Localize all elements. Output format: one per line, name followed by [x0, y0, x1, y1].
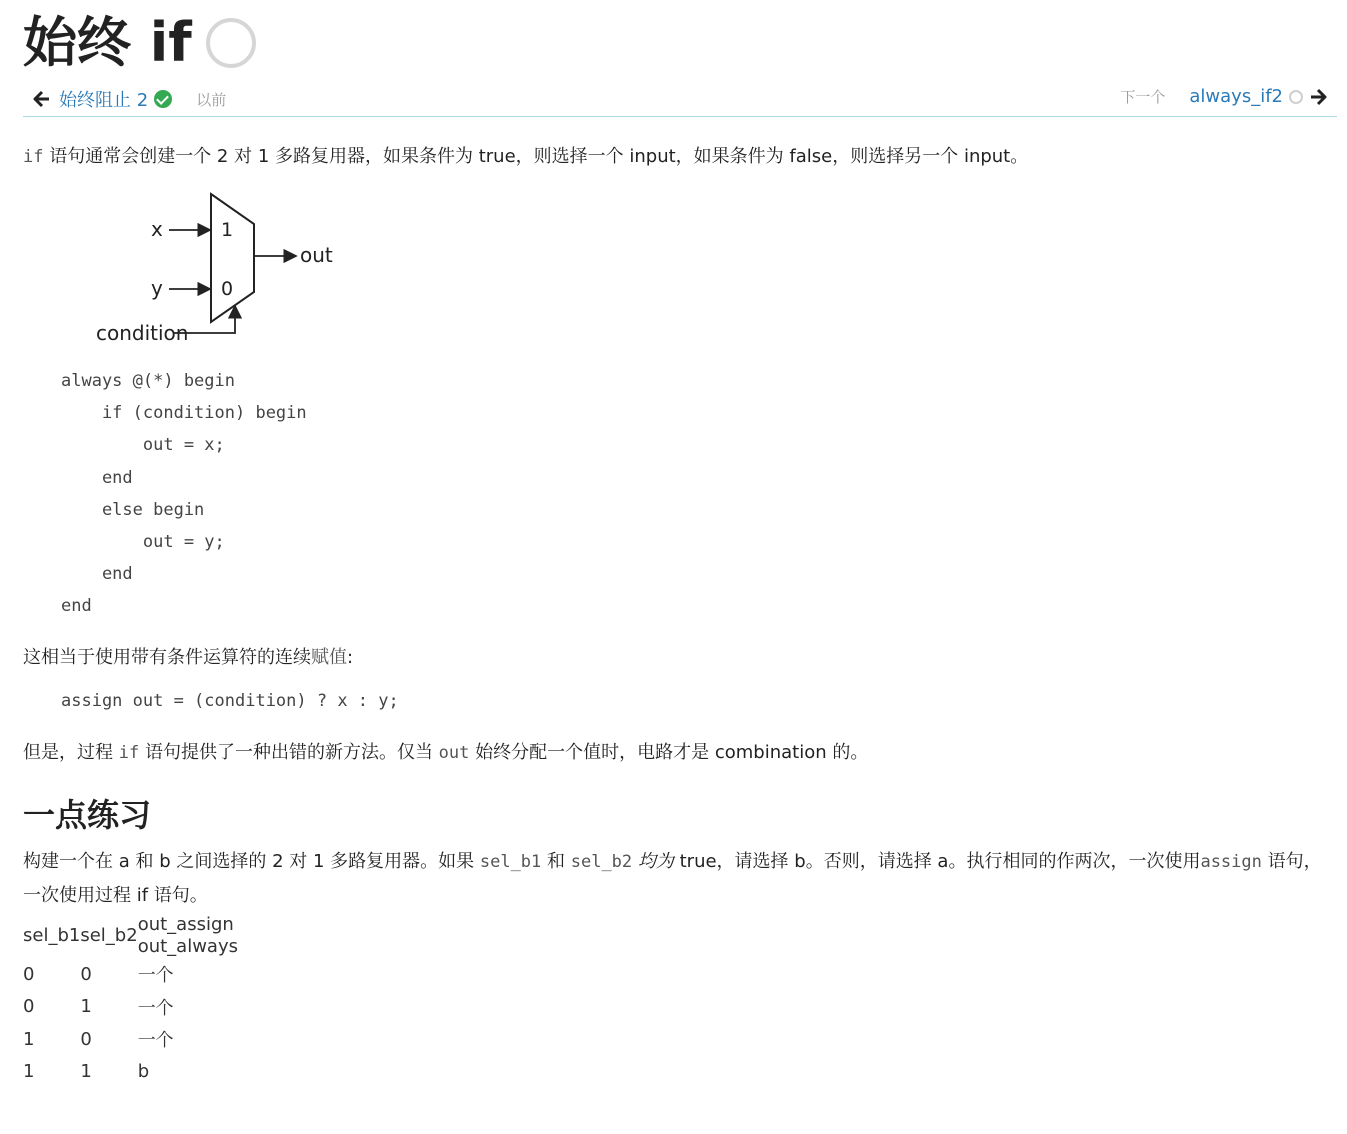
code-line: if (condition) begin: [61, 403, 307, 424]
incomplete-circle-icon: [1289, 90, 1303, 104]
col-header-outputs: [138, 914, 238, 958]
p2-text: 这相当于使用带有条件运算符的连续: [23, 647, 311, 668]
next-problem-link[interactable]: always_if2: [1189, 86, 1283, 107]
col-header-out-assign: out_assign: [137, 914, 234, 935]
table-cell: 0: [23, 996, 35, 1018]
mux-diagram: [63, 188, 363, 348]
nav-prev: [33, 86, 226, 112]
exercise-text: 和: [541, 851, 571, 872]
table-cell: 一个: [137, 965, 174, 987]
table-cell: 1: [23, 1028, 35, 1050]
table-cell: 1: [80, 996, 92, 1018]
problem-nav: [23, 84, 1337, 117]
col-header-out-always: out_always: [137, 936, 238, 957]
p3-text: 但是，过程: [23, 742, 119, 763]
p2-term: 赋值: [311, 647, 347, 668]
section-heading: 一点练习: [23, 796, 152, 834]
code-line: out = x;: [61, 435, 225, 456]
inline-code: sel_b1: [479, 852, 542, 872]
table-cell: 0: [80, 963, 92, 985]
warning-paragraph: [23, 736, 868, 770]
truth-table: [23, 914, 238, 1088]
table-cell: 0: [80, 1028, 92, 1050]
mux-body: [211, 194, 254, 322]
col-header-sel-b1: sel_b1: [23, 925, 81, 946]
code-line: end: [61, 467, 133, 488]
prev-problem-link[interactable]: 始终阻止 2: [59, 90, 149, 111]
table-cell: 一个: [137, 997, 174, 1019]
diagram-input-x: x: [151, 217, 163, 241]
intro-paragraph: [23, 140, 1028, 174]
inline-code: out: [438, 743, 470, 763]
nav-next: [1120, 86, 1327, 107]
page-title: 始终 if: [23, 11, 192, 74]
table-cell: 0: [23, 963, 35, 985]
p3-text: 语句提供了一种出错的新方法。仅当: [139, 742, 439, 763]
title-row: [23, 8, 256, 78]
code-line: end: [61, 596, 92, 617]
code-block-assign: assign out = (condition) ? x : y;: [61, 691, 399, 711]
inline-code: sel_b2: [570, 852, 633, 872]
table-row: [23, 1056, 238, 1089]
diagram-input-y: y: [151, 276, 163, 300]
col-header-sel-b2: sel_b2: [80, 925, 138, 946]
diagram-condition: condition: [96, 321, 189, 345]
intro-text: 语句通常会创建一个 2 对 1 多路复用器，如果条件为 true，则选择一个 input，如果条件为 false，则选择另一个 input。: [43, 146, 1029, 167]
emphasis-text: 均为: [637, 851, 674, 872]
arrow-right-icon[interactable]: [1309, 88, 1327, 106]
p2-colon: :: [347, 647, 354, 668]
table-header-row: [23, 914, 238, 958]
code-line: else begin: [61, 499, 205, 520]
inline-code: assign: [1200, 852, 1262, 872]
inline-code: if: [118, 743, 140, 763]
completed-check-icon: [154, 90, 172, 108]
code-line: always @(*) begin: [61, 371, 235, 391]
diagram-output: out: [300, 243, 333, 267]
code-line: out = y;: [61, 532, 225, 553]
table-cell: b: [137, 1061, 150, 1083]
table-cell: 1: [23, 1061, 35, 1083]
table-row: [23, 991, 238, 1024]
table-row: [23, 958, 238, 991]
prev-meta-label: 以前: [196, 90, 227, 109]
table-cell: 1: [80, 1061, 92, 1083]
p3-text: 始终分配一个值时，电路才是 combination 的。: [469, 742, 869, 763]
code-block-always: [61, 365, 307, 623]
code-line: end: [61, 564, 133, 585]
incomplete-status-icon: [206, 18, 256, 68]
diagram-port-0: 0: [221, 278, 234, 300]
next-meta-label: 下一个: [1120, 88, 1166, 106]
exercise-text: true，请选择 b。否则，请选择 a。执行相同的作两次，一次使用: [673, 851, 1201, 872]
table-row: [23, 1023, 238, 1056]
arrow-left-icon[interactable]: [33, 90, 51, 108]
equivalence-paragraph: [23, 641, 353, 675]
table-cell: 一个: [137, 1030, 174, 1052]
exercise-paragraph: [23, 845, 1337, 912]
inline-code: if: [23, 147, 44, 167]
exercise-text: 构建一个在 a 和 b 之间选择的 2 对 1 多路复用器。如果: [23, 851, 480, 872]
exercise-text: 语句，一次使用过程 if 语句。: [23, 851, 1322, 906]
diagram-port-1: 1: [221, 219, 234, 241]
